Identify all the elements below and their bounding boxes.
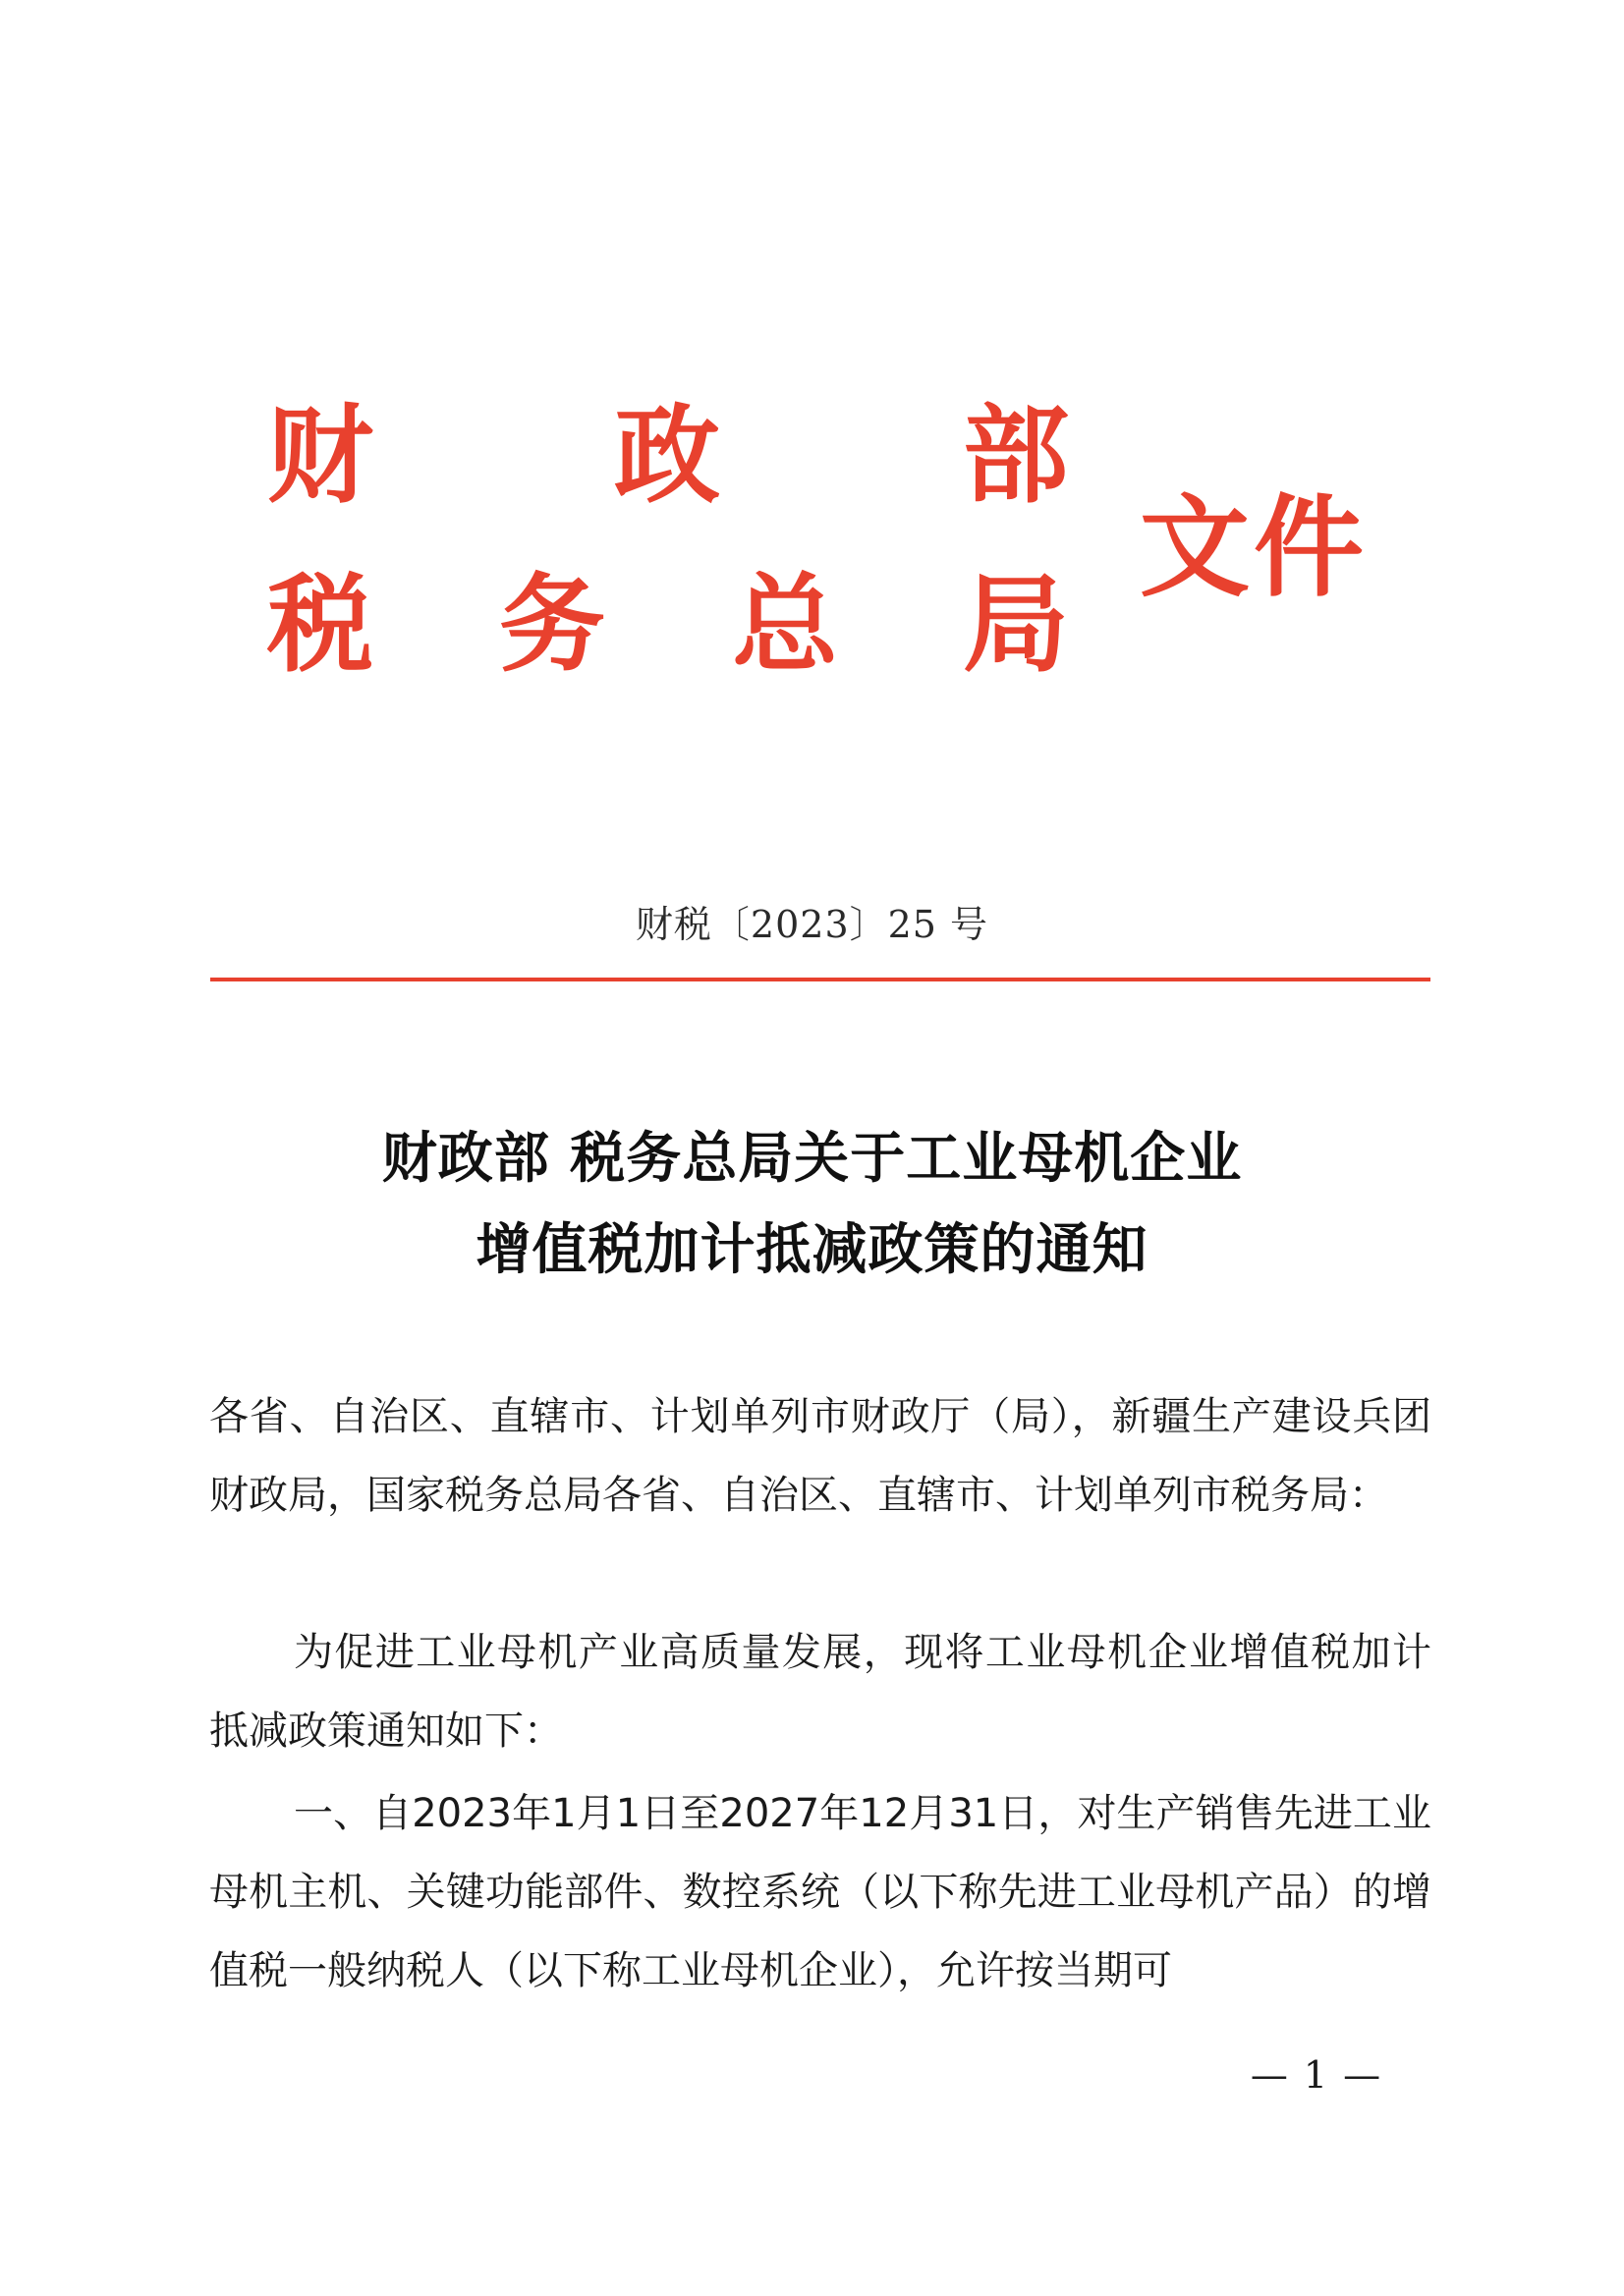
- page-number: — 1 —: [1250, 2053, 1383, 2097]
- document-title-line-1: 财政部 税务总局关于工业母机企业: [381, 1126, 1243, 1191]
- masthead-char-cai: 财: [267, 394, 374, 518]
- masthead-char-zong: 总: [732, 563, 839, 687]
- red-divider-line: [210, 978, 1430, 981]
- masthead-char-bu: 部: [963, 394, 1070, 518]
- document-number: 财税〔2023〕25 号: [635, 903, 989, 946]
- masthead-char-shui: 税: [267, 563, 374, 687]
- masthead-char-ju: 局: [963, 563, 1070, 687]
- document-title-line-2: 增值税加计抵减政策的通知: [476, 1217, 1148, 1282]
- body-paragraph-intro: 为促进工业母机产业高质量发展，现将工业母机企业增值税加计抵减政策通知如下：: [209, 1630, 1431, 1754]
- addressee: 各省、自治区、直辖市、计划单列市财政厅（局），新疆生产建设兵团财政局，国家税务总局各省、自治区、直辖市、计划单列市税务局：: [209, 1394, 1431, 1518]
- masthead-suffix: 文件: [1140, 483, 1368, 612]
- body-paragraph-article-1: 一、自2023年1月1日至2027年12月31日，对生产销售先进工业母机主机、关键功能部件、数控系统（以下称先进工业母机产品）的增值税一般纳税人（以下称工业母机企业），允许按当期可: [209, 1791, 1431, 1993]
- masthead-char-zheng: 政: [614, 394, 721, 518]
- masthead-char-wu: 务: [499, 563, 606, 687]
